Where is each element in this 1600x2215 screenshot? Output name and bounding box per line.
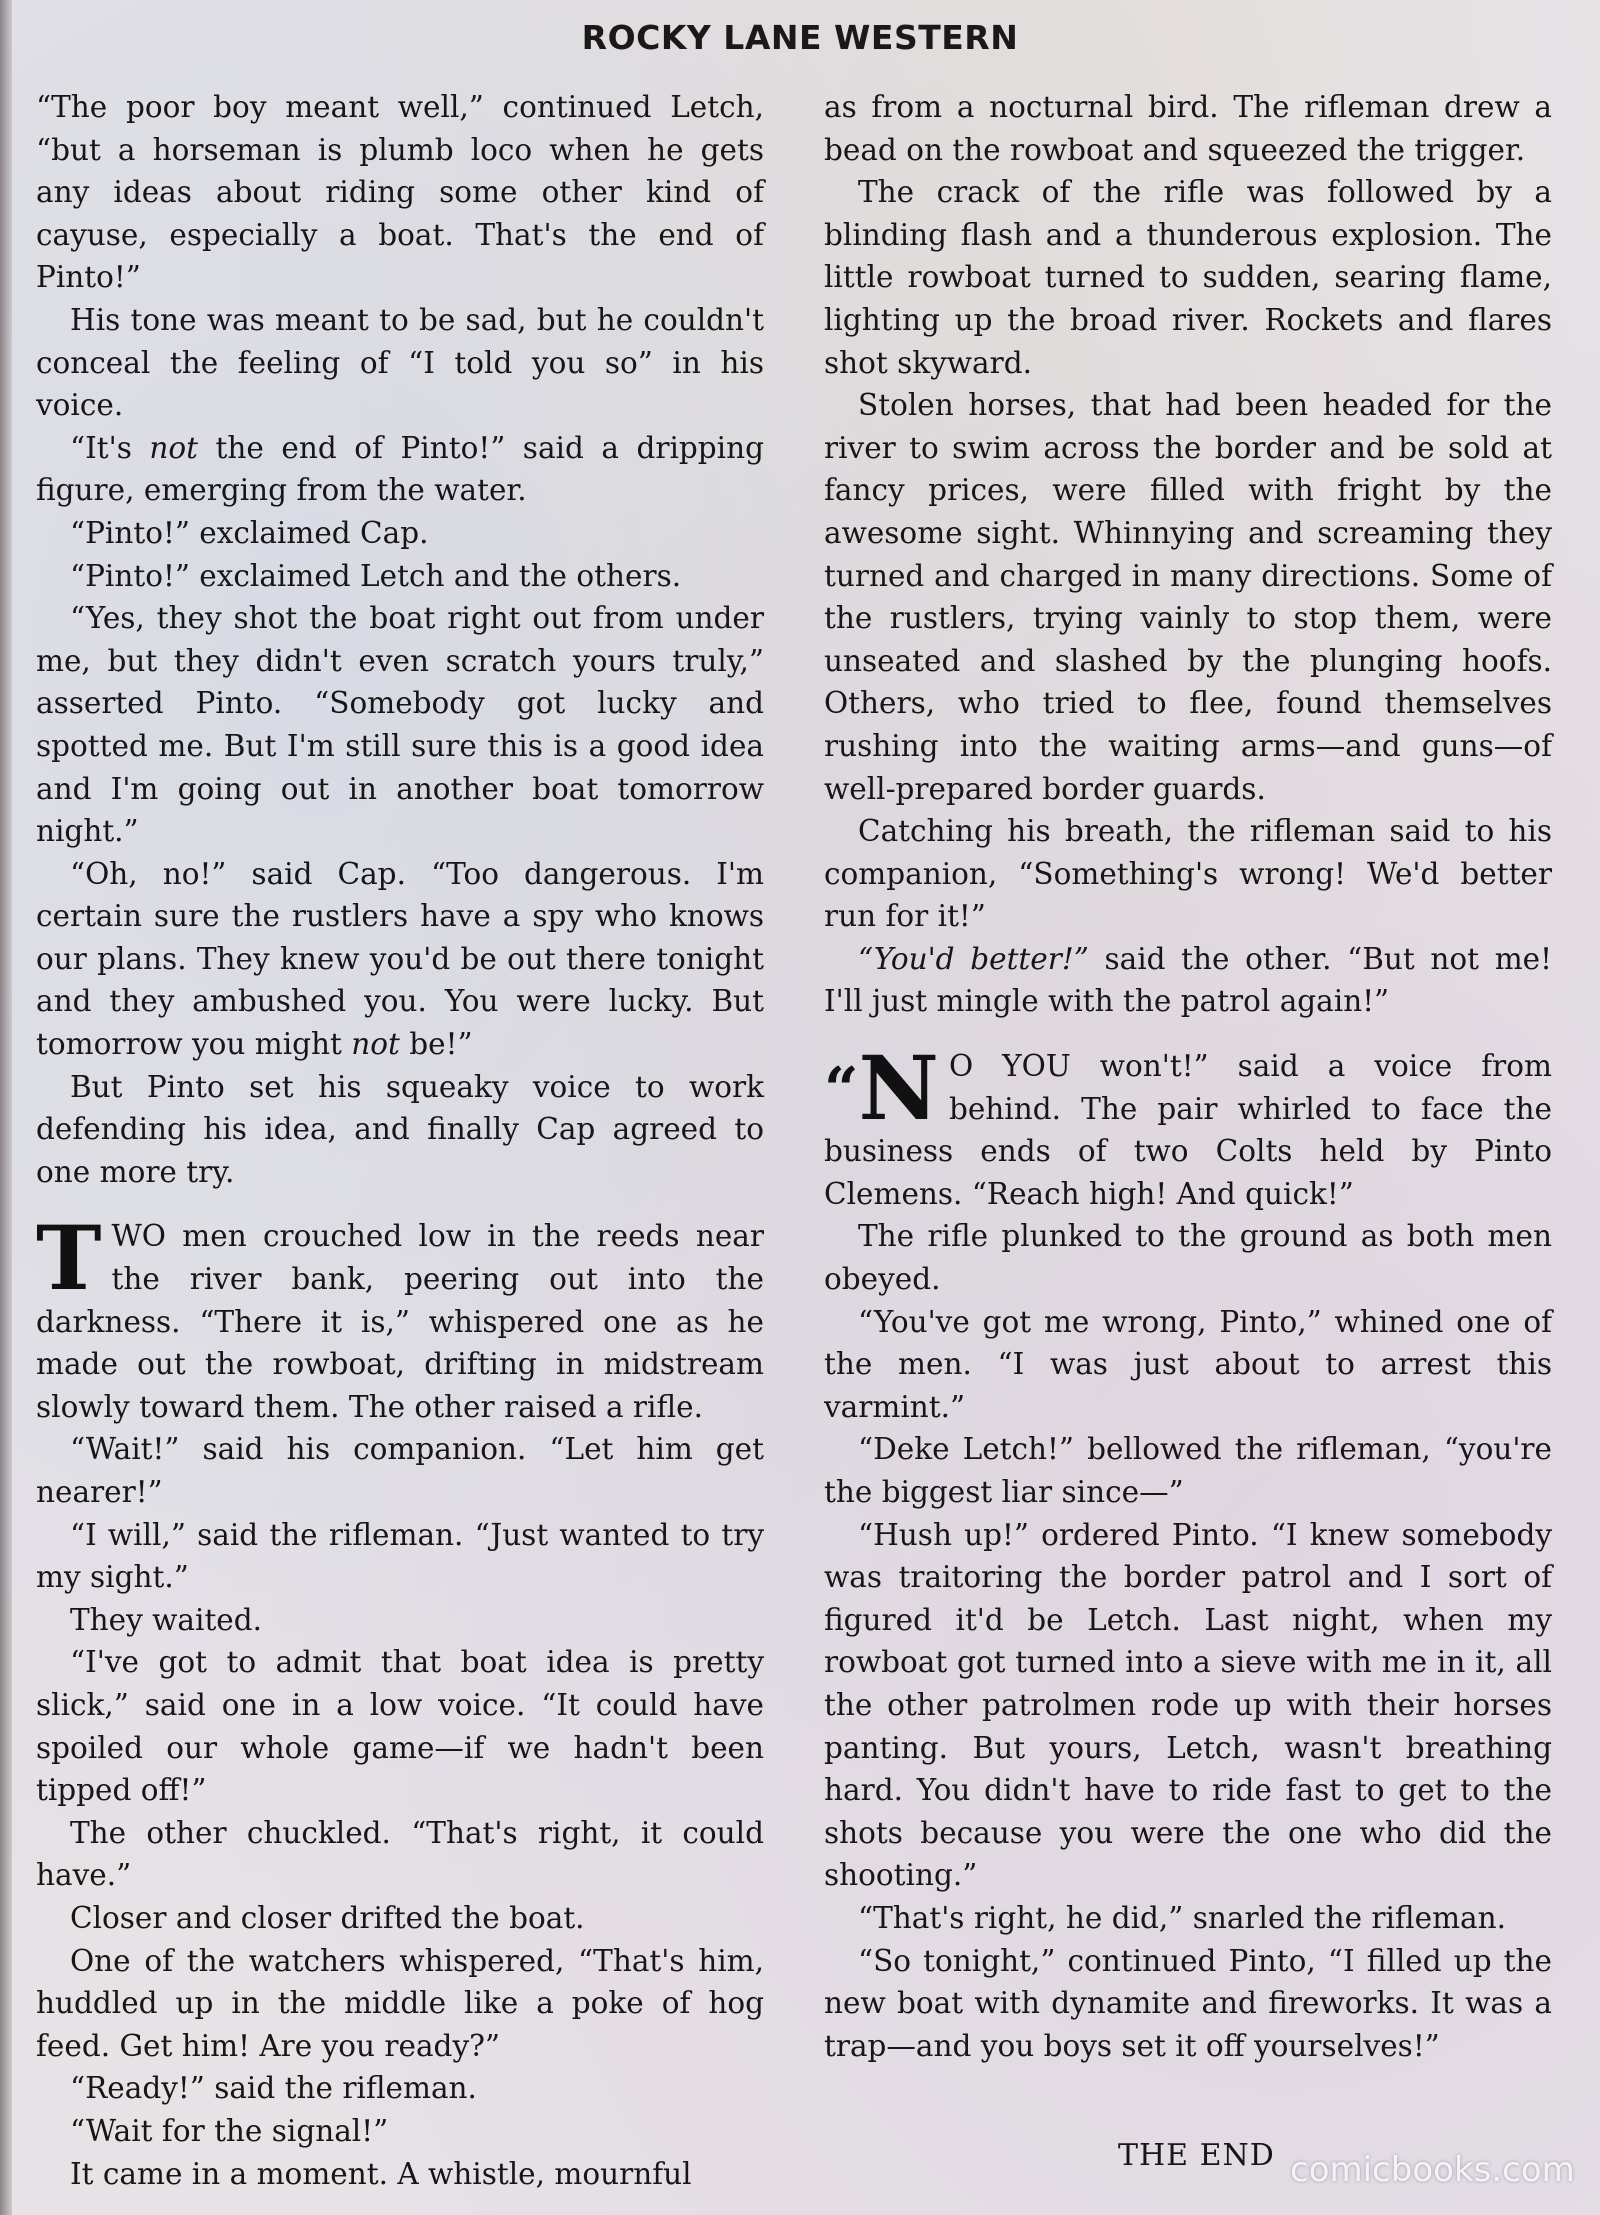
paragraph: One of the watchers whispered, “That's him, huddled up in the middle like a poke of hog feed. Get him! Are you ready?”: [36, 1943, 764, 2063]
paragraph: [36, 427, 764, 512]
paragraph: WO men crouched low in the reeds near the river bank, peering out into the darkness. “There it is,” whispered one as he made out the rowboat, drifting in midstream slowly toward them. The other raised a rifle.: [36, 1219, 764, 1424]
paragraph: “I will,” said the rifleman. “Just wanted to try my sight.”: [36, 1517, 764, 1595]
paragraph: Closer and closer drifted the boat.: [70, 1900, 585, 1935]
paragraph: O YOU won't!” said a voice from behind. The pair whirled to face the business ends of two Colts held by Pinto Clemens. “Reach high! And quick!”: [824, 1049, 1552, 1211]
paragraph: as from a nocturnal bird. The rifleman drew a bead on the rowboat and squeezed the trigger.: [824, 90, 1552, 167]
paragraph: Catching his breath, the rifleman said to his companion, “Something's wrong! We'd better run for it!”: [824, 814, 1552, 934]
paragraph: “Deke Letch!” bellowed the rifleman, “you're the biggest liar since—”: [824, 1432, 1552, 1509]
page-binding-edge: [0, 0, 12, 2215]
paragraph: The rifle plunked to the ground as both men obeyed.: [824, 1219, 1552, 1297]
text-run: “It's: [70, 430, 150, 465]
paragraph: “So tonight,” continued Pinto, “I filled up the new boat with dynamite and fireworks. It was a trap—and you boys set it off yourselves!”: [824, 1943, 1552, 2063]
paragraph: “Wait for the signal!”: [70, 2113, 389, 2148]
paragraph: “You've got me wrong, Pinto,” whined one of the men. “I was just about to arrest this varmint.”: [824, 1304, 1552, 1424]
emphasis: not: [351, 1027, 400, 1062]
paragraph: The other chuckled. “That's right, it could have.”: [36, 1815, 764, 1893]
text-run: the end of Pinto!” said a dripping figure, emerging from the water.: [36, 430, 764, 508]
paragraph: “I've got to admit that boat idea is pretty slick,” said one in a low voice. “It could have spoiled our whole game—if we hadn't been tipped off!”: [36, 1645, 764, 1808]
paragraph: “Pinto!” exclaimed Letch and the others.: [70, 558, 682, 593]
right-text-column: [824, 86, 1552, 2067]
drop-cap: N: [858, 1036, 939, 1141]
drop-cap: T: [36, 1206, 102, 1311]
paragraph: It came in a moment. A whistle, mournful: [70, 2156, 692, 2191]
section-start: [824, 1036, 1552, 1215]
paragraph: “That's right, he did,” snarled the rifleman.: [858, 1900, 1507, 1935]
paragraph: His tone was meant to be sad, but he couldn't conceal the feeling of “I told you so” in his voice.: [36, 302, 764, 423]
paragraph: But Pinto set his squeaky voice to work defending his idea, and finally Cap agreed to one more try.: [36, 1069, 764, 1189]
paragraph: “Yes, they shot the boat right out from under me, but they didn't even scratch yours truly,” asserted Pinto. “Somebody got lucky and spotted me. But I'm still sure this is a good idea and I'm going out in another boat tomorrow night.”: [36, 601, 764, 849]
paragraph: They waited.: [70, 1602, 263, 1637]
paragraph: “Pinto!” exclaimed Cap.: [70, 515, 429, 550]
open-quote-mark: “: [824, 1055, 859, 1126]
paragraph: “Wait!” said his companion. “Let him get nearer!”: [36, 1432, 764, 1509]
paragraph: [36, 853, 764, 1066]
text-run: be!”: [399, 1027, 473, 1062]
watermark: comicbooks.com: [1290, 2150, 1575, 2190]
page-header-title: ROCKY LANE WESTERN: [581, 18, 1019, 57]
left-text-column: [36, 86, 764, 2195]
paragraph: “The poor boy meant well,” continued Letch, “but a horseman is plumb loco when he gets any ideas about riding some other kind of cayuse, especially a boat. That's the end of Pinto!”: [36, 90, 764, 295]
paragraph: [824, 938, 1552, 1023]
the-end-label: THE END: [1118, 2138, 1275, 2173]
paragraph: Stolen horses, that had been headed for the river to swim across the border and be sold at fancy prices, were filled with fright by the awesome sight. Whinnying and screaming they turned and charged in many directions. Some of the rustlers, trying vainly to stop them, were unseated and slashed by the plunging hoofs. Others, who tried to flee, found themselves rushing into the waiting arms—and guns—of well-prepared border guards.: [824, 388, 1552, 806]
text-run: “Oh, no!” said Cap. “Too dangerous. I'm certain sure the rustlers have a spy who knows our plans. They knew you'd be out there tonight and they ambushed you. You were lucky. But tomorrow you might: [36, 856, 764, 1062]
emphasis: “You'd better!”: [858, 941, 1089, 976]
paragraph: The crack of the rifle was followed by a blinding flash and a thunderous explosion. The little rowboat turned to sudden, searing flame, lighting up the broad river. Rockets and flares shot skyward.: [824, 175, 1552, 380]
paragraph: “Ready!” said the rifleman.: [70, 2071, 477, 2106]
text-run: said the other. “But not me! I'll just mingle with the patrol again!”: [824, 941, 1552, 1019]
section-start: [36, 1206, 764, 1428]
paragraph: “Hush up!” ordered Pinto. “I knew somebody was traitoring the border patrol and I sort of figured it'd be Letch. Last night, when my rowboat got turned into a sieve with me in it, all the other patrolmen rode up with their horses panting. But yours, Letch, wasn't breathing hard. You didn't have to ride fast to get to the shots because you were the one who did the shooting.”: [824, 1517, 1552, 1893]
emphasis: not: [149, 430, 198, 465]
